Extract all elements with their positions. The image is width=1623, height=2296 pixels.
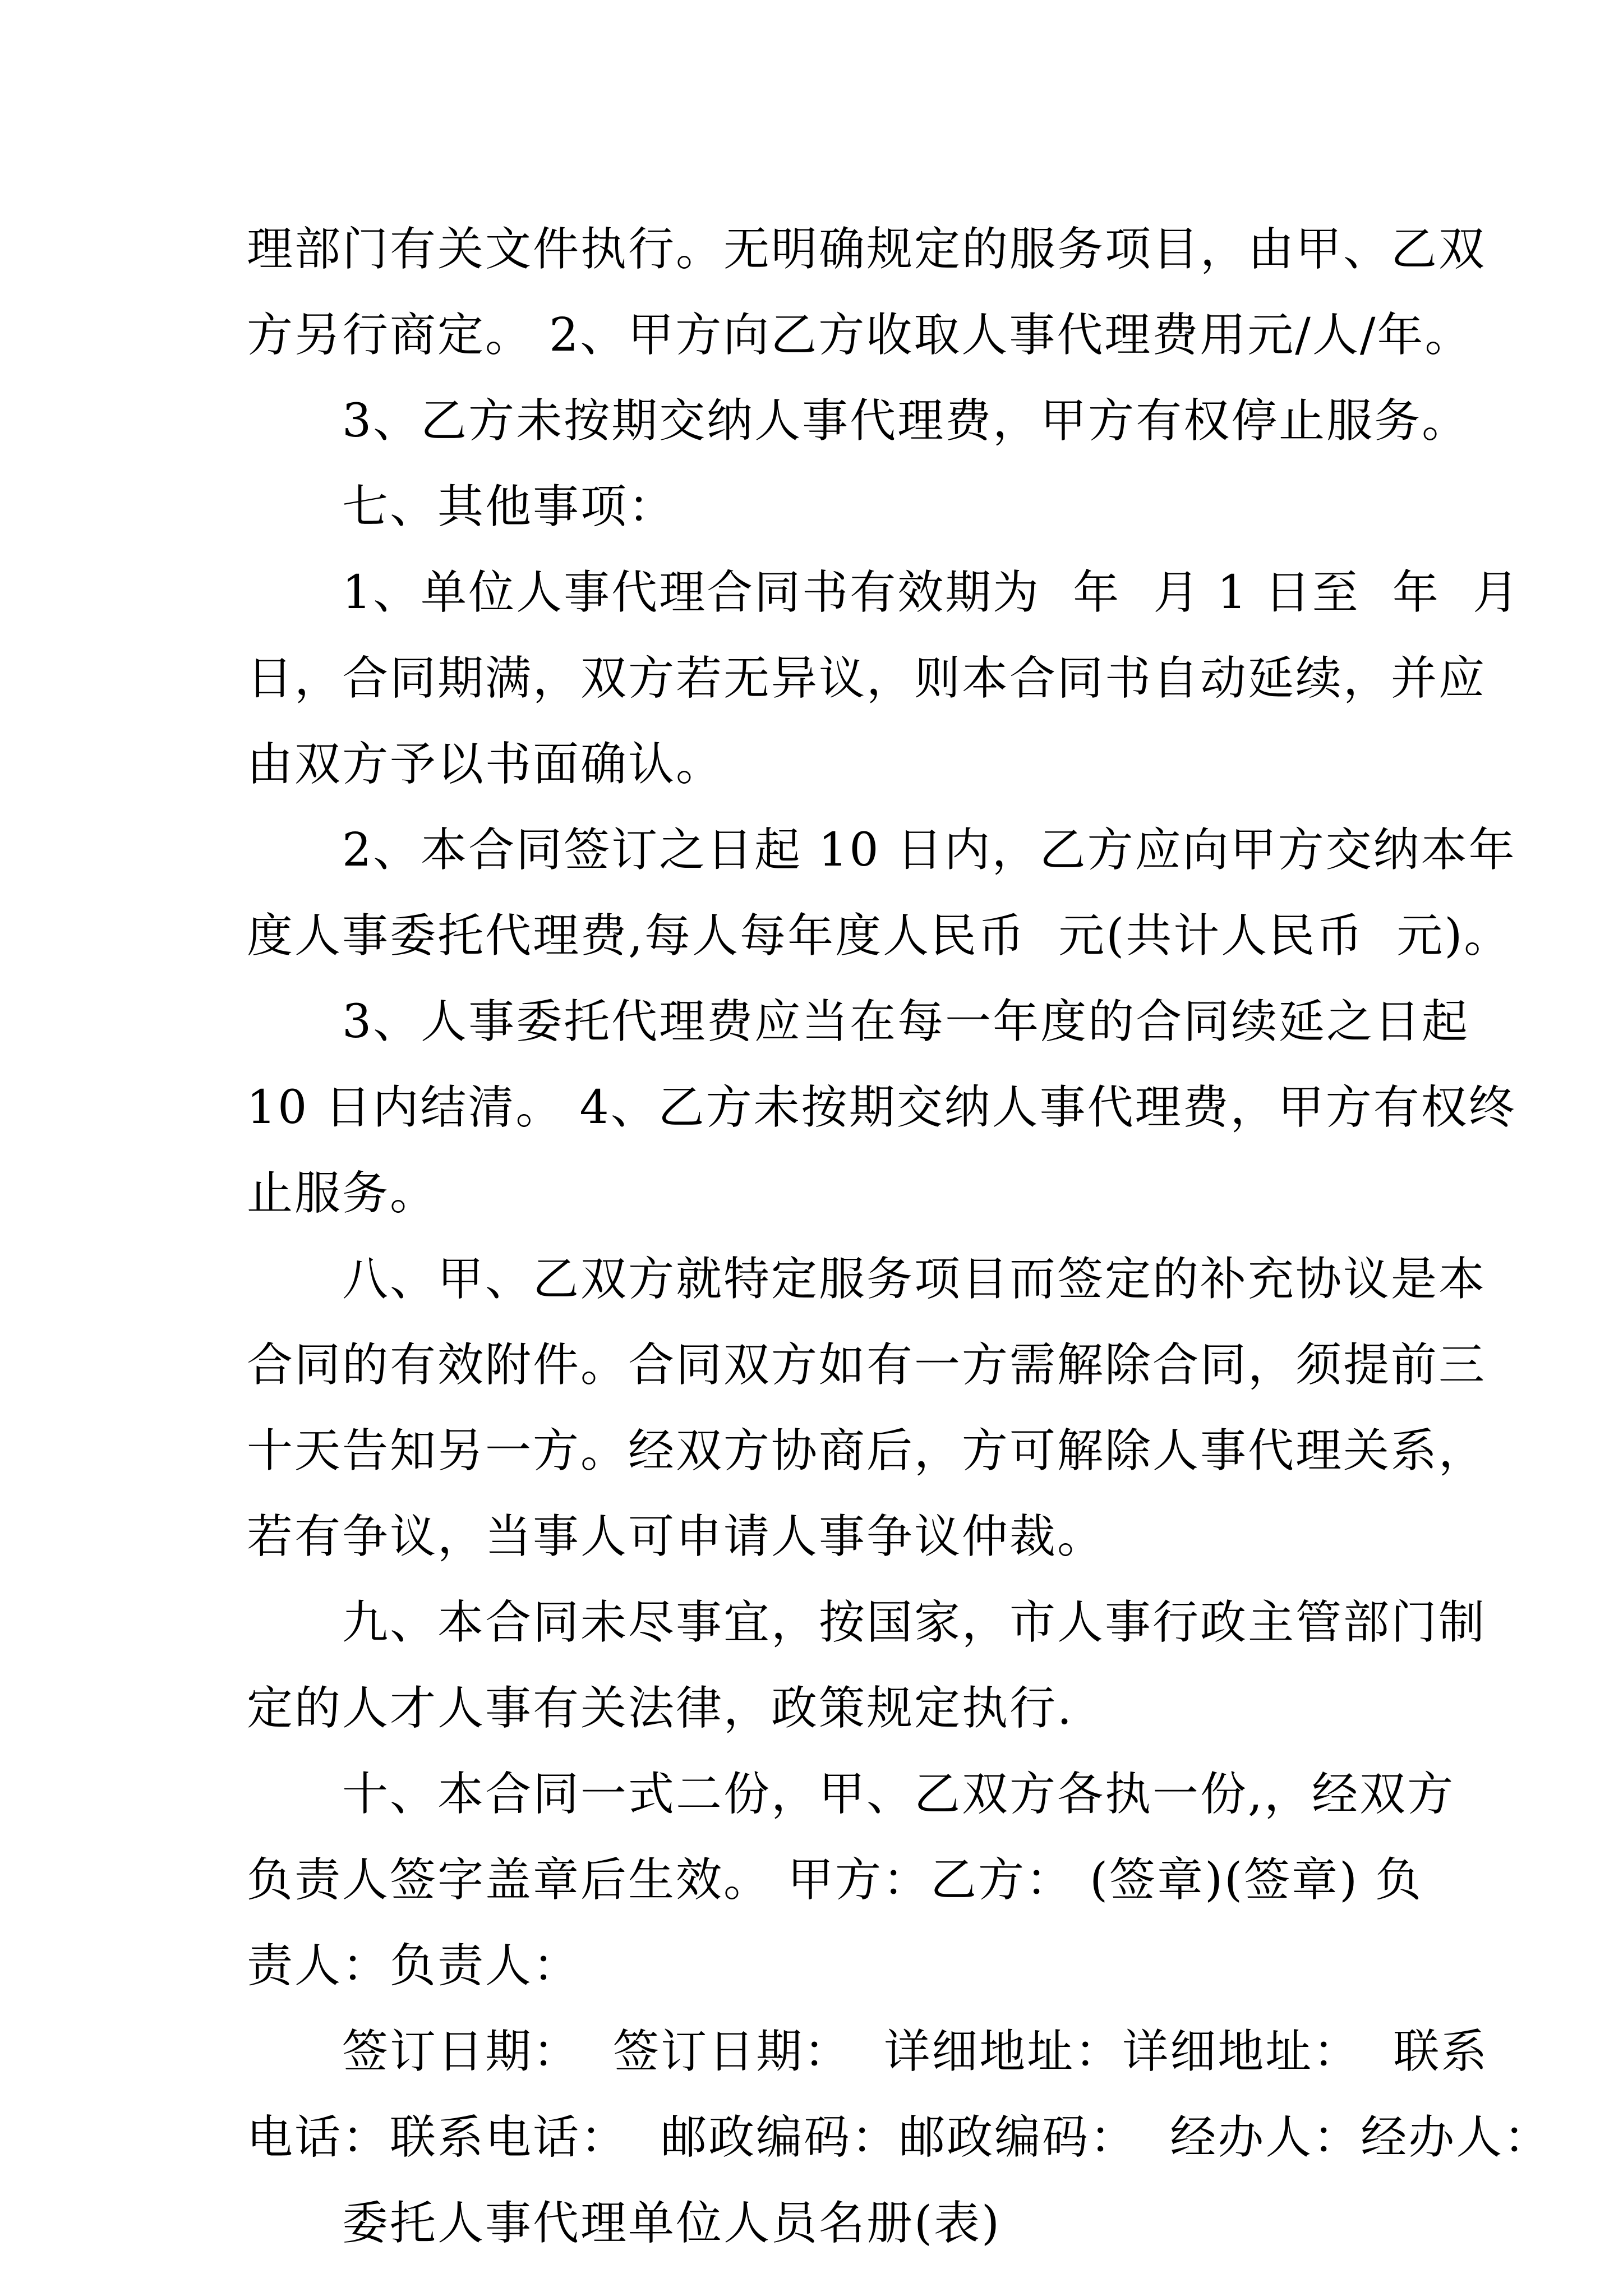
roster-title: 委托人事代理单位人员名册(表): [247, 2197, 1001, 2250]
contract-body-text: [247, 206, 1552, 2266]
text-line: 2、本合同签订之日起 10 日内，乙方应向甲方交纳本年: [247, 823, 1516, 877]
text-line: 八、甲、乙双方就特定服务项目而签定的补充协议是本: [247, 1253, 1487, 1306]
text-line: 度人事委托代理费,每人每年度人民币 元(共计人民币 元)。: [247, 909, 1512, 963]
text-line: 九、本合同未尽事宜，按国家，市人事行政主管部门制: [247, 1596, 1487, 1649]
text-line: 理部门有关文件执行。无明确规定的服务项目，由甲、乙双: [247, 223, 1487, 276]
section-heading-other-matters: 七、其他事项：: [247, 480, 676, 533]
text-line: 3、人事委托代理费应当在每一年度的合同续延之日起: [247, 995, 1470, 1048]
text-line: 3、乙方未按期交纳人事代理费，甲方有权停止服务。: [247, 394, 1470, 448]
signature-fields-line: 签订日期： 签订日期： 详细地址：详细地址： 联系: [247, 2025, 1489, 2078]
signature-fields-line: 电话：联系电话： 邮政编码：邮政编码： 经办人：经办人：: [247, 2111, 1552, 2164]
text-line: 止服务。: [247, 1167, 438, 1220]
text-line: 方另行商定。 2、甲方向乙方收取人事代理费用元/人/年。: [247, 309, 1473, 362]
text-line: 10 日内结清。 4、乙方未按期交纳人事代理费，甲方有权终: [247, 1081, 1516, 1134]
text-line: 若有争议，当事人可申请人事争议仲裁。: [247, 1510, 1105, 1563]
text-line: 定的人才人事有关法律，政策规定执行.: [247, 1682, 1074, 1735]
text-line: 日，合同期满，双方若无异议，则本合同书自动延续，并应: [247, 652, 1487, 705]
text-line: 负责人签字盖章后生效。 甲方：乙方： (签章)(签章) 负: [247, 1853, 1423, 1907]
text-line: 十、本合同一式二份，甲、乙双方各执一份,，经双方: [247, 1768, 1455, 1821]
text-line: 1、单位人事代理合同书有效期为 年 月 1 日至 年 月: [247, 566, 1520, 619]
text-line: 合同的有效附件。合同双方如有一方需解除合同，须提前三: [247, 1338, 1487, 1392]
text-line: 责人：负责人：: [247, 1939, 581, 1993]
text-line: 十天告知另一方。经双方协商后，方可解除人事代理关系，: [247, 1424, 1487, 1478]
text-line: 由双方予以书面确认。: [247, 738, 724, 791]
